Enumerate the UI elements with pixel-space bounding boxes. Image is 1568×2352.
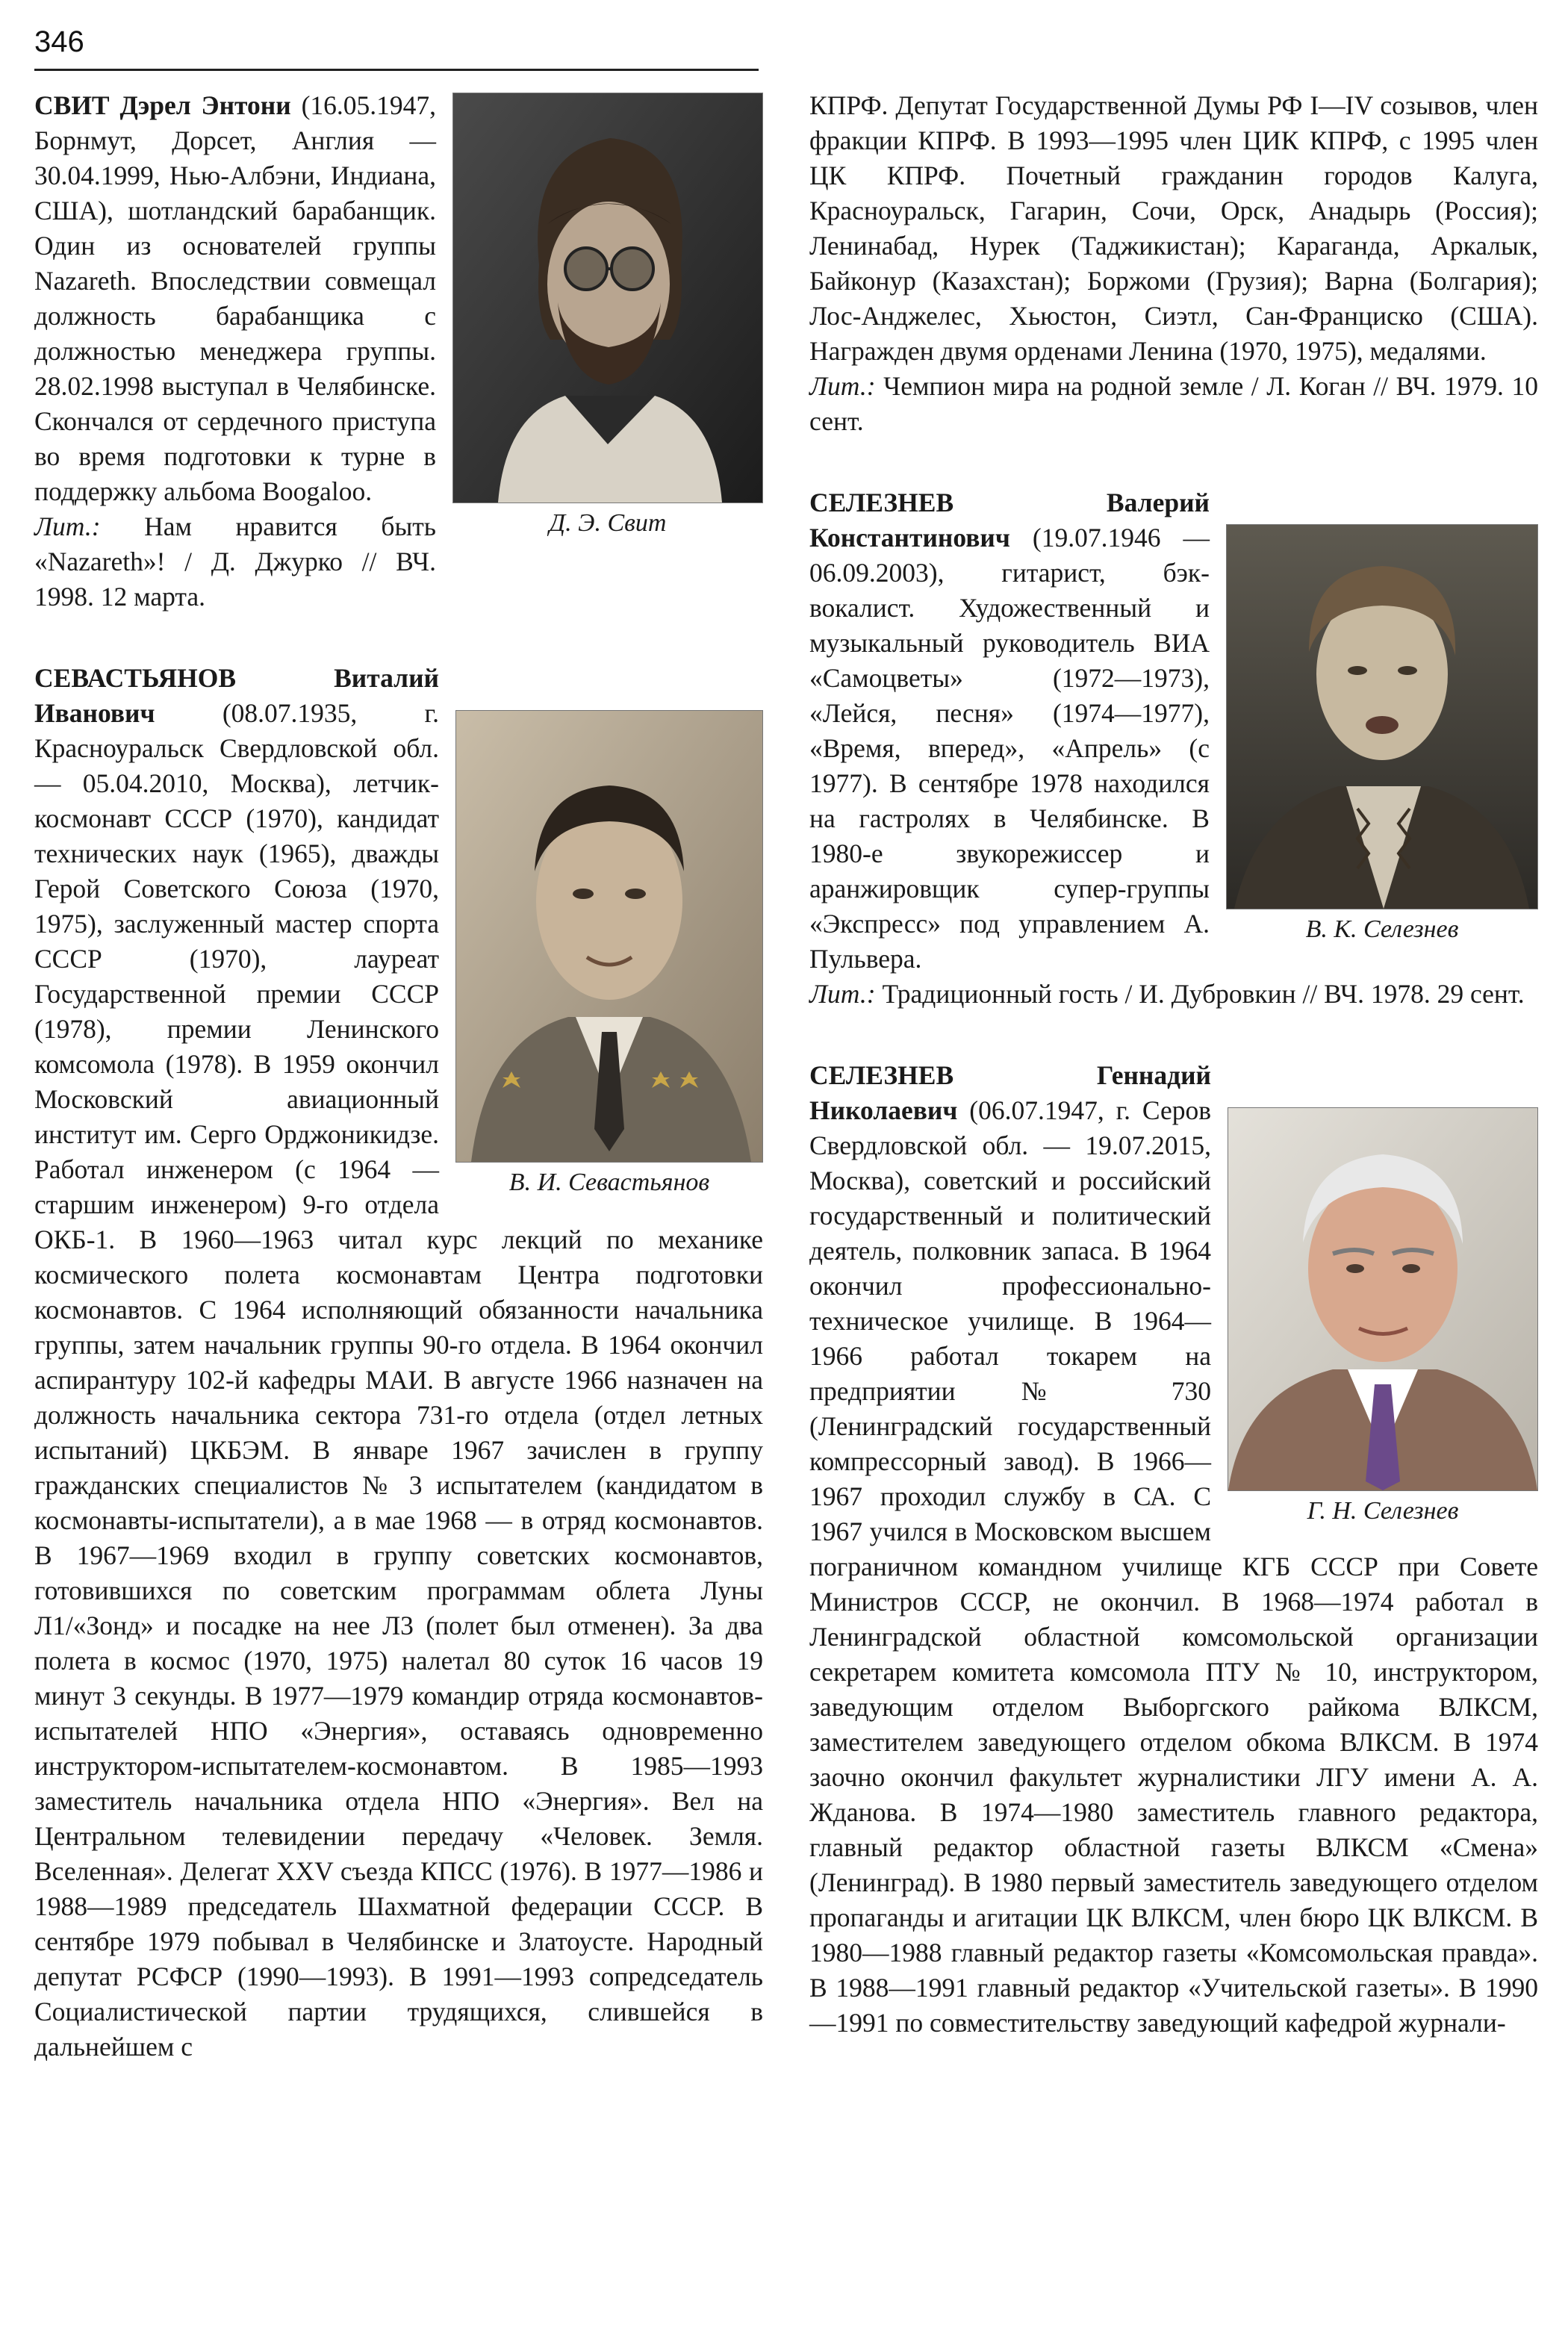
entry-heading-svit: СВИТ Дэрел Энтони	[34, 90, 291, 120]
lit-text-sevastyanov: Чемпион мира на родной земле / Л. Коган // ВЧ. 1979. 10 сент.	[809, 371, 1538, 436]
entry-heading-sevastyanov: СЕВАСТЬЯНОВ Виталий Иванович	[34, 663, 439, 728]
entry-sevastyanov	[34, 661, 763, 2065]
entry-sevastyanov-continuation	[809, 88, 1538, 439]
entry-seleznev-gennady	[809, 1058, 1538, 2041]
left-column	[34, 88, 763, 2111]
portrait-seleznev-gennady-image	[1228, 1108, 1537, 1490]
continuation-text: КПРФ. Депутат Государственной Думы РФ I—IV созывов, член фракции КПРФ. В 1993—1995 член ЦИК КПРФ, с 1995 член ЦК КПРФ. Почетный гражданин городов Калуга, Красноуральск, Гагарин, Сочи, Орск, Анадырь (Россия); Ленинабад, Нурек (Таджикистан); Караганда, Аркалык, Байконур (Казахстан); Боржоми (Грузия); Варна (Болгария); Лос-Анджелес, Хьюстон, Сиэтл, Сан-Франциско (США). Награжден двумя орденами Ленина (1970, 1975), медалями.	[809, 90, 1538, 366]
portrait-svit-image	[453, 93, 762, 503]
lit-label: Лит.:	[34, 511, 101, 541]
page-number: 346	[34, 25, 84, 58]
portrait-photo-seleznev-gennady	[1228, 1107, 1538, 1491]
entry-seleznev-valery	[809, 485, 1538, 1012]
caption-seleznev-gennady: Г. Н. Селезнев	[1307, 1497, 1459, 1525]
entry-svit	[34, 88, 763, 615]
entry-heading-seleznev-gennady: СЕЛЕЗНЕВ Геннадий Николаевич	[809, 1060, 1211, 1125]
entry-lit-seleznev-valery	[809, 977, 1538, 1012]
right-column	[809, 88, 1538, 2087]
caption-sevastyanov: В. И. Севастьянов	[508, 1169, 710, 1196]
caption-seleznev-valery: В. К. Селезнев	[1305, 915, 1459, 943]
portrait-photo-seleznev-valery	[1226, 524, 1538, 909]
entry-bio-sevastyanov: (08.07.1935, г. Красноуральск Свердловской обл. — 05.04.2010, Москва), летчик-космонавт СССР (1970), кандидат технических наук (1965), дважды Герой Советского Союза (1970, 1975), заслуженный мастер спорта СССР (1970), лауреат Государственной премии СССР (1978), премии Ленинского комсомола (1978). В 1959 окончил Московский авиационный институт им. Серго Орджоникидзе. Работал инженером (с 1964 — старшим инженером) 9-го отдела ОКБ-1. В 1960—1963 читал курс лекций по механике космического полета космонавтам Центра подготовки космонавтов. С 1964 исполняющий обязанности начальника группы, затем начальник группы 90-го отдела. В 1964 окончил аспирантуру 102-й кафедры МАИ. В августе 1966 назначен на должность начальника сектора 731-го отдела (отдел летных испытаний) ЦКБЭМ. В январе 1967 зачислен в группу гражданских специалистов № 3 испытателем (кандидатом в космонавты-испытатели), а в мае 1968 — в отряд космонавтов. В 1967—1969 входил в группу советских космонавтов, готовившихся по советским программам облета Луны Л1/«Зонд» и посадке на нее Л3 (полет был отменен). За два полета в космос (1970, 1975) налетал 80 суток 16 часов 19 минут 3 секунды. В 1977—1979 командир отряда космонавтов-испытателей НПО «Энергия», оставаясь одновременно инструктором-испытателем-космонавтом. В 1985—1993 заместитель начальника отдела НПО «Энергия». Вел на Центральном телевидении передачу «Человек. Земля. Вселенная». Делегат XXV съезда КПСС (1976). В 1977—1986 и 1988—1989 председатель Шахматной федерации СССР. В сентябре 1979 побывал в Челябинске и Златоусте. Народный депутат РСФСР (1990—1993). В 1991—1993 сопредседатель Социалистической партии трудящихся, слившейся в дальнейшем с	[34, 698, 763, 2062]
entry-heading-seleznev-valery: СЕЛЕЗНЕВ Валерий Константинович	[809, 488, 1210, 553]
lit-text-svit: Нам нравится быть «Nazareth»! / Д. Джурко // ВЧ. 1998. 12 марта.	[34, 511, 437, 612]
lit-text-seleznev-valery: Традиционный гость / И. Дубровкин // ВЧ. 1978. 29 сент.	[882, 979, 1525, 1009]
entry-bio-seleznev-valery: (19.07.1946 — 06.09.2003), гитарист, бэк-вокалист. Художественный и музыкальный руководитель ВИА «Самоцветы» (1972—1973), «Лейся, песня» (1974—1977), «Время, вперед», «Апрель» (с 1977). В сентябре 1978 находился на гастролях в Челябинске. В 1980-е звукорежиссер и аранжировщик супер-группы «Экспресс» под управлением А. Пульвера.	[809, 523, 1210, 974]
entry-bio-svit: (16.05.1947, Борнмут, Дорсет, Англия — 30.04.1999, Нью-Албэни, Индиана, США), шотландский барабанщик. Один из основателей группы Nazareth. Впоследствии совмещал должность барабанщика с должностью менеджера группы. 28.02.1998 выступал в Челябинске. Скончался от сердечного приступа во время подготовки к турне в поддержку альбома Boogaloo.	[34, 90, 437, 506]
entry-lit-sevastyanov	[809, 369, 1538, 439]
header-rule	[34, 69, 759, 71]
lit-label: Лит.:	[809, 371, 876, 401]
portrait-photo-sevastyanov	[455, 710, 763, 1163]
portrait-photo-svit	[452, 93, 763, 503]
portrait-seleznev-valery-image	[1227, 525, 1537, 909]
figure-seleznev-gennady	[1228, 1107, 1538, 1528]
lit-label: Лит.:	[809, 979, 876, 1009]
figure-sevastyanov	[455, 710, 763, 1200]
figure-seleznev-valery	[1226, 524, 1538, 947]
entry-bio-seleznev-gennady: (06.07.1947, г. Серов Свердловской обл. — 19.07.2015, Москва), советский и российский государственный и политический деятель, полковник запаса. В 1964 окончил профессионально-техническое училище. В 1964—1966 работал токарем на предприятии № 730 (Ленинградский государственный компрессорный завод). В 1966—1967 проходил службу в СА. С 1967 учился в Московском высшем пограничном командном училище КГБ СССР при Совете Министров СССР, не окончил. В 1968—1974 работал в Ленинградской областной комсомольской организации секретарем комитета комсомола ПТУ № 10, инструктором, заведующим отделом Выборгского райкома ВЛКСМ, заместителем заведующего отделом обкома ВЛКСМ. В 1974 заочно окончил факультет журналистики ЛГУ имени А. А. Жданова. В 1974—1980 заместитель главного редактора, главный редактор областной газеты ВЛКСМ «Смена» (Ленинград). В 1980 первый заместитель заведующего отделом пропаганды и агитации ЦК ВЛКСМ, член бюро ЦК ВЛКСМ. В 1980—1988 главный редактор газеты «Комсомольская правда». В 1988—1991 главный редактор «Учительской газеты». В 1990—1991 по совместительству заведующий кафедрой журнали-	[809, 1095, 1538, 2038]
figure-svit	[452, 93, 763, 541]
caption-svit: Д. Э. Свит	[549, 509, 667, 537]
portrait-sevastyanov-image	[456, 711, 762, 1162]
